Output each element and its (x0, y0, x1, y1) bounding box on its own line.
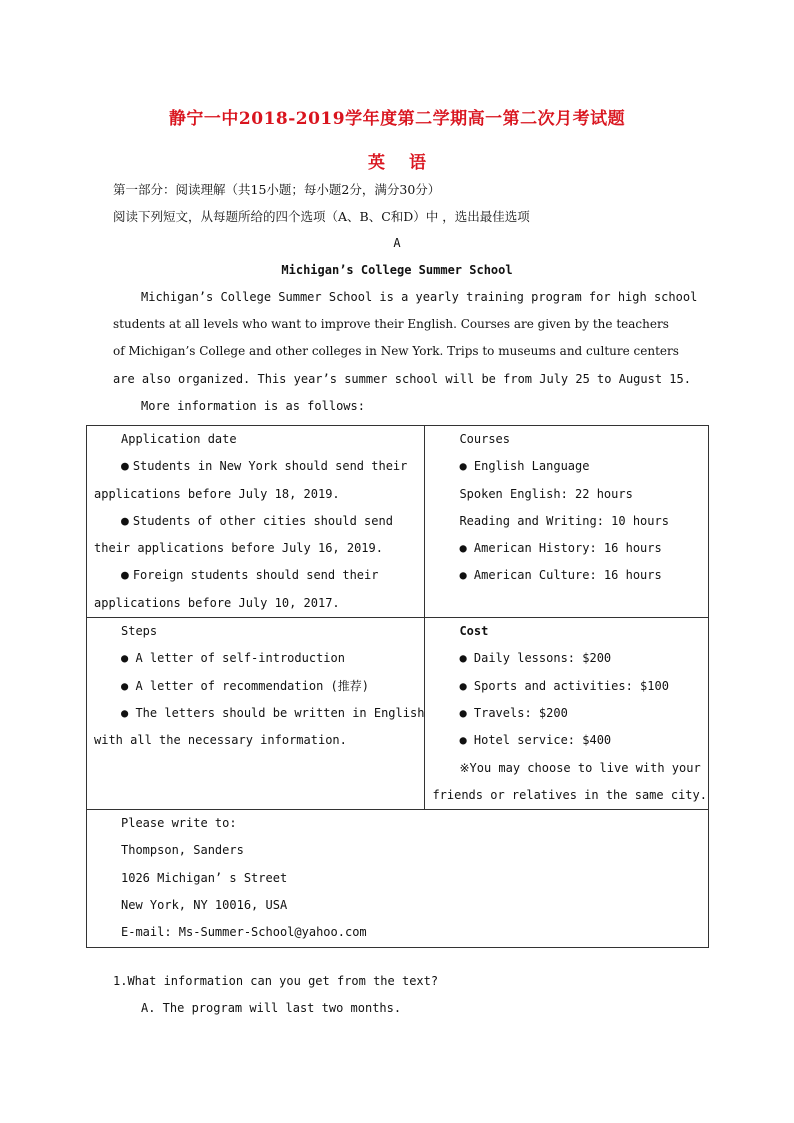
course-line: ● American Culture: 16 hours (459, 568, 662, 583)
steps-cell (87, 618, 425, 810)
question-stem: 1.What information can you get from the text? (113, 974, 439, 988)
contact-email: E-mail: Ms-Summer-School@yahoo.com (121, 925, 367, 940)
contact-line: Please write to: (121, 816, 237, 831)
cost-heading: Cost (459, 624, 489, 639)
contact-line: Thompson, Sanders (121, 843, 244, 858)
question-option-a: A. The program will last two months. (141, 1001, 402, 1015)
courses-heading: Courses (459, 432, 511, 446)
application-item-cont: applications before July 10, 2017. (94, 595, 340, 610)
more-info: More information is as follows: (141, 399, 365, 413)
application-heading: Application date (121, 432, 237, 446)
passage-heading: Michigan’s College Summer School (281, 263, 513, 277)
steps-heading: Steps (121, 624, 158, 639)
paragraph-line: Michigan’s College Summer School is a yearly training program for high school (141, 290, 698, 304)
cost-line: ● Daily lessons: $200 (459, 651, 612, 666)
contact-line: New York, NY 10016, USA (121, 898, 288, 913)
application-item: ● Students of other cities should send (121, 513, 393, 529)
cost-cell (425, 618, 709, 810)
part-instruction: 第一部分：阅读理解（共15小题；每小题2分，满分30分） (113, 182, 441, 197)
cost-line: ● Travels: $200 (459, 705, 568, 720)
application-item-cont: their applications before July 16, 2019. (94, 541, 383, 556)
step-line: ● The letters should be written in English (121, 705, 425, 720)
passage-letter: A (393, 236, 401, 250)
cost-note-cont: friends or relatives in the same city. (432, 787, 707, 802)
course-line: ● English Language (459, 459, 590, 474)
cost-line: ● Sports and activities: $100 (459, 678, 669, 693)
courses-cell (425, 426, 709, 618)
info-table (86, 425, 709, 948)
cost-note: ※You may choose to live with your (459, 760, 701, 775)
bullet-icon: ● (121, 568, 129, 584)
bullet-icon: ● (121, 459, 129, 475)
step-line: ● A letter of self-introduction (121, 651, 345, 666)
paragraph-line: of Michigan’s College and other colleges in New York. Trips to museums and culture centers (113, 344, 679, 358)
paragraph-line: are also organized. This year’s summer school will be from July 25 to August 15. (113, 372, 691, 386)
contact-cell (87, 810, 709, 947)
course-line: Spoken English: 22 hours (459, 486, 633, 501)
application-date-cell (87, 426, 425, 618)
application-item: ● Students in New York should send their (121, 459, 408, 475)
bullet-icon: ● (121, 513, 129, 529)
application-item: ● Foreign students should send their (121, 568, 379, 584)
cost-line: ● Hotel service: $400 (459, 733, 612, 748)
step-line: ● A letter of recommendation (推荐) (121, 678, 369, 693)
exam-title: 静宁一中2018-2019学年度第二学期高一第二次月考试题 (168, 109, 626, 129)
paragraph-line: students at all levels who want to improve their English. Courses are given by the teachers (113, 317, 669, 331)
course-line: Reading and Writing: 10 hours (459, 513, 669, 528)
step-line: with all the necessary information. (94, 733, 347, 748)
directions: 阅读下列短文，从每题所给的四个选项（A、B、C和D）中 ，选出最佳选项 (113, 209, 530, 224)
contact-line: 1026 Michigan’ s Street (121, 870, 288, 885)
course-line: ● American History: 16 hours (459, 541, 662, 556)
subject-title: 英 语 (368, 153, 426, 173)
application-item-cont: applications before July 18, 2019. (94, 486, 340, 501)
